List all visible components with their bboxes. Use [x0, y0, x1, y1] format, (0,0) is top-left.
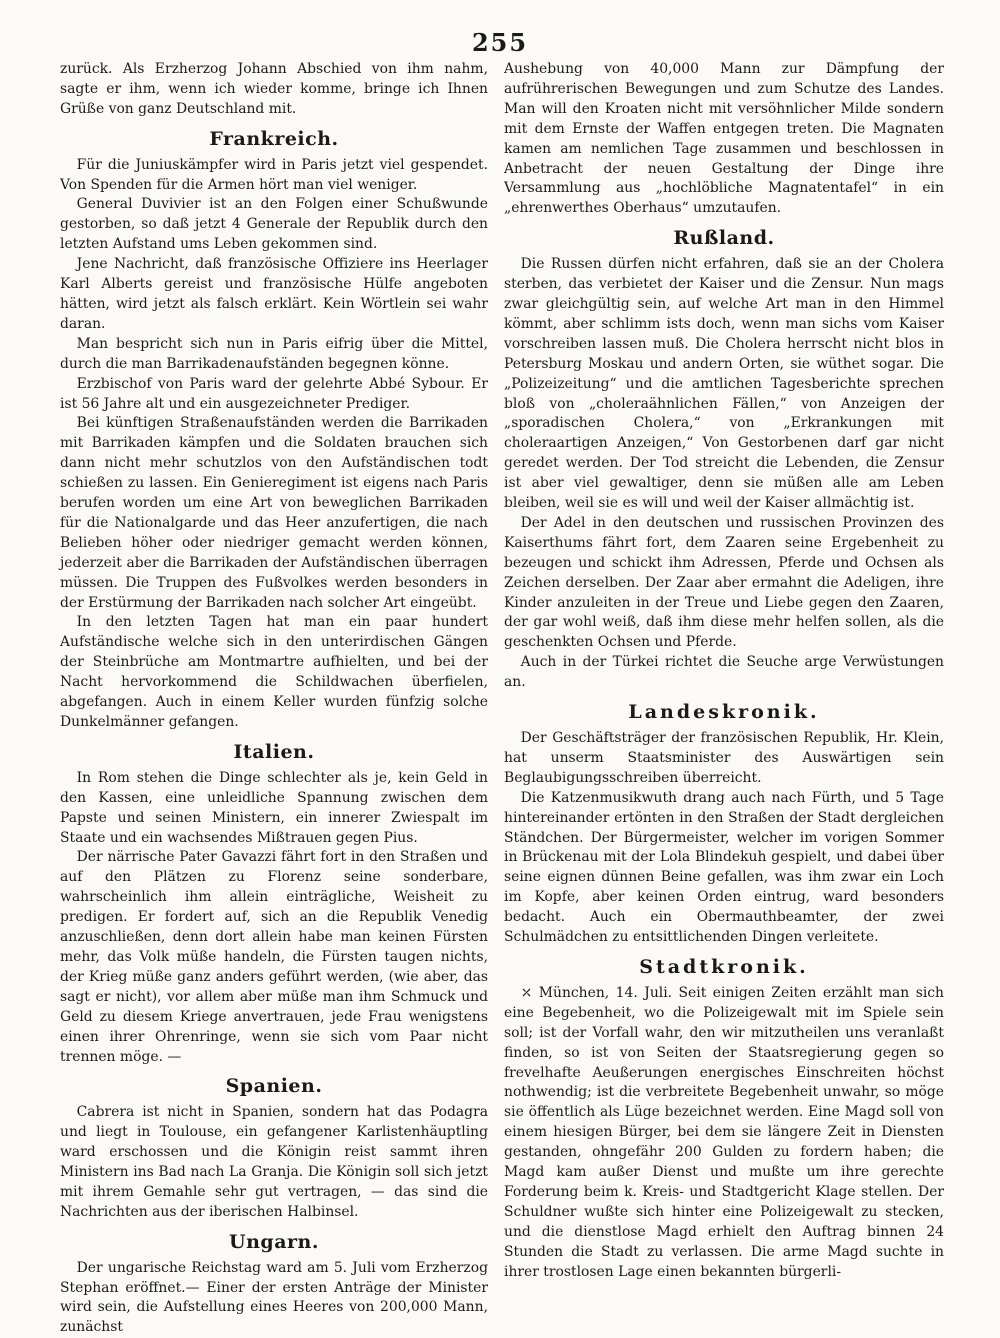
article-paragraph: Cabrera ist nicht in Spanien, sondern hat das Podagra und liegt in Toulouse, ein gefangener Karlistenhäuptling ward erschossen und die Königin reist sammt ihren Ministern ins Bad nach La Granja. Die Königin soll sich jetzt mit ihrem Gemahle sehr gut vertragen, — das sind die Nachrichten aus der iberischen Halbinsel.	[60, 1104, 488, 1220]
article-paragraph: Der närrische Pater Gavazzi fährt fort in den Straßen und auf den Plätzen zu Florenz seine sonderbare, wahrscheinlich ihm allein einträgliche, Weisheit zu predigen. Er fordert auf, sich an die Republik Venedig anzuschließen, denn dort allein habe man keinen Fürsten mehr, das Volk müße handeln, die Fürsten taugen nichts, der Krieg müße ganz anders geführt werden, (wie aber, das sagt er nicht), vor allem aber müße man ihm Schmuck und Geld zu diesem Kriege anvertrauen, jede Frau wenigstens einen ihrer Ohrenringe, wenn sie sich vom Paar nicht trennen möge. —	[60, 849, 488, 1065]
article-paragraph: In Rom stehen die Dinge schlechter als je, kein Geld in den Kassen, eine unleidliche Spannung zwischen dem Papste und seinen Ministern, ein innerer Zwiespalt im Staate und ein wachsendes Mißtrauen gegen Pius.	[60, 769, 488, 846]
continued-paragraph: zurück. Als Erzherzog Johann Abschied von ihm nahm, sagte er ihm, wenn ich wieder komme, bringe ich Ihnen Grüße von ganz Deutschland mit.	[60, 61, 488, 117]
page-number: 255	[471, 28, 529, 57]
article-paragraph: Für die Juniuskämpfer wird in Paris jetzt viel gespendet. Von Spenden für die Armen hört man viel weniger.	[60, 156, 488, 193]
article-paragraph: Man bespricht sich nun in Paris eifrig über die Mittel, durch die man Barrikadenaufständen begegnen könne.	[60, 335, 488, 372]
section-heading-ungarn: Ungarn.	[229, 1230, 319, 1253]
article-paragraph: Jene Nachricht, daß französische Offiziere ins Heerlager Karl Alberts gereist und französische Hülfe angeboten hätten, wird jetzt als falsch erklärt. Kein Wörtlein sei wahr daran.	[60, 256, 488, 332]
section-heading-russland: Rußland.	[673, 227, 775, 250]
continued-paragraph: Aushebung von 40,000 Mann zur Dämpfung der aufrührerischen Bewegungen und zum Schutze des Landes. Man will den Kroaten nicht mit versöhnlicher Milde sondern mit dem Ernste der Waffen entgegen treten. Die Magnaten kamen am nemlichen Tage zusammen und beschlossen in Anbetracht der neuen Gestaltung der Dinge ihre Versammlung aus „hochlöbliche Magnatentafel“ in ein „ehrenwerthes Oberhaus“ umzutaufen.	[504, 61, 944, 217]
article-paragraph: Die Russen dürfen nicht erfahren, daß sie an der Cholera sterben, das verbietet der Kaiser und die Zensur. Nun mags zwar gleichgültig sein, auf welche Art man in den Himmel kömmt, aber schlimm ists doch, wenn man sichs vom Kaiser vorschreiben lassen muß. Die Cholera herrscht nicht blos in Petersburg Moskau und andern Orten, sie wüthet sogar. Die „Polizeizeitung“ und die amtlichen Tagesberichte sprechen bloß von „choleraähnlichen Fällen,“ von Anzeigen der „sporadischen Cholera,“ von „Erkrankungen mit choleraartigen Anzeigen,“ Von Gestorbenen darf gar nicht geredet werden. Der Tod streicht die Lebenden, die Zensur ist aber viel gewaltiger, denn sie müßen alle am Leben bleiben, weil sie es will und weil der Kaiser allmächtig ist.	[504, 256, 944, 512]
article-paragraph: Der Geschäftsträger der französischen Republik, Hr. Klein, hat unserm Staatsminister des Auswärtigen sein Beglaubigungsschreiben überreicht.	[504, 730, 944, 786]
article-paragraph: Die Katzenmusikwuth drang auch nach Fürth, und 5 Tage hintereinander ertönten in den Straßen der Stadt dergleichen Ständchen. Der Bürgermeister, welcher im vorigen Sommer in Brückenau mit der Lola Blindekuh gespielt, und dabei über seine eignen dünnen Beine gefallen, was ihm zwar ein Loch im Kopfe, aber keinen Orden eintrug, ward besonders bedacht. Auch ein Obermauthbeamter, der zwei Schulmädchen zu entsittlichenden Dingen verleitete.	[504, 789, 944, 946]
article-paragraph: Erzbischof von Paris ward der gelehrte Abbé Sybour. Er ist 56 Jahre alt und ein ausgezeichneter Prediger.	[60, 375, 488, 412]
article-paragraph: Der ungarische Reichstag ward am 5. Juli vom Erzherzog Stephan eröffnet.— Einer der ersten Anträge der Minister wird sein, die Aufstellung eines Heeres von 200,000 Mann, zunächst	[60, 1259, 488, 1336]
article-paragraph: Der Adel in den deutschen und russischen Provinzen des Kaiserthums fährt fort, dem Zaaren seine Ergebenheit zu bezeugen und schickt ihm Adressen, Pferde und Ochsen als Zeichen derselben. Der Zaar aber ermahnt die Adeligen, ihre Kinder anzuleiten in der Treue und Liebe gegen den Zaaren, der gar wohl weiß, daß ihm diese mehr helfen sollen, als die geschenkten Ochsen und Pferde.	[504, 514, 944, 651]
right-column	[504, 60, 944, 1282]
article-paragraph: Bei künftigen Straßenaufständen werden die Barrikaden mit Barrikaden kämpfen und die Soldaten brauchen sich dann nicht mehr schutzlos von den Aufständischen todt schießen zu lassen. Ein Genieregiment ist eigens nach Paris berufen worden um eine Art von beweglichen Barrikaden für die Nationalgarde und das Heer anzufertigen, die nach Belieben höher oder niedriger gemacht werden können, jederzeit aber die Barrikaden der Aufständischen überragen müssen. Die Truppen des Fußvolkes werden besonders in der Erstürmung der Barrikaden nach solcher Art eingeübt.	[60, 415, 488, 611]
article-paragraph: General Duvivier ist an den Folgen einer Schußwunde gestorben, so daß jetzt 4 Generale der Republik durch den letzten Aufstand ums Leben gekommen sind.	[60, 196, 488, 253]
article-paragraph: In den letzten Tagen hat man ein paar hundert Aufständische welche sich in den unterirdischen Gängen der Steinbrüche am Montmartre aufhielten, und bei der Nacht hervorkommend die Schildwachen überfielen, abgefangen. Auch in einem Keller wurden fünfzig solche Dunkelmänner gefangen.	[60, 614, 488, 730]
section-heading-italien: Italien.	[233, 740, 315, 763]
section-heading-spanien: Spanien.	[225, 1075, 323, 1098]
article-paragraph: ⤫ München, 14. Juli. Seit einigen Zeiten erzählt man sich eine Begebenheit, wo die Polizeigewalt mit im Spiele sein soll; ist der Vorfall wahr, den wir mitzutheilen uns veranlaßt finden, so ist von Seiten der Staatsregierung gegen so frevelhafte Aeußerungen energisches Einschreiten höchst nothwendig; ist die verbreitete Begebenheit unwahr, so möge sie öffentlich als Lüge bezeichnet werden. Eine Magd soll von einem hiesigen Bürger, bei dem sie längere Zeit in Diensten gestanden, ohngefähr 200 Gulden zu fordern haben; die Magd kam außer Dienst und mußte um ihre gerechte Forderung beim k. Kreis- und Stadtgericht Klage stellen. Der Schuldner wußte sich hinter eine Polizeigewalt zu stecken, und die dienstlose Magd erhielt den Auftrag binnen 24 Stunden die Stadt zu verlassen. Die arme Magd suchte in ihrer trostlosen Lage einen bekannten bürgerli-	[504, 984, 944, 1280]
section-heading-frankreich: Frankreich.	[209, 127, 339, 150]
section-heading-landeskronik: Landeskronik.	[628, 701, 820, 724]
left-column	[60, 60, 488, 1338]
article-paragraph: Auch in der Türkei richtet die Seuche arge Verwüstungen an.	[504, 654, 944, 691]
section-heading-stadtkronik: Stadtkronik.	[639, 955, 809, 978]
